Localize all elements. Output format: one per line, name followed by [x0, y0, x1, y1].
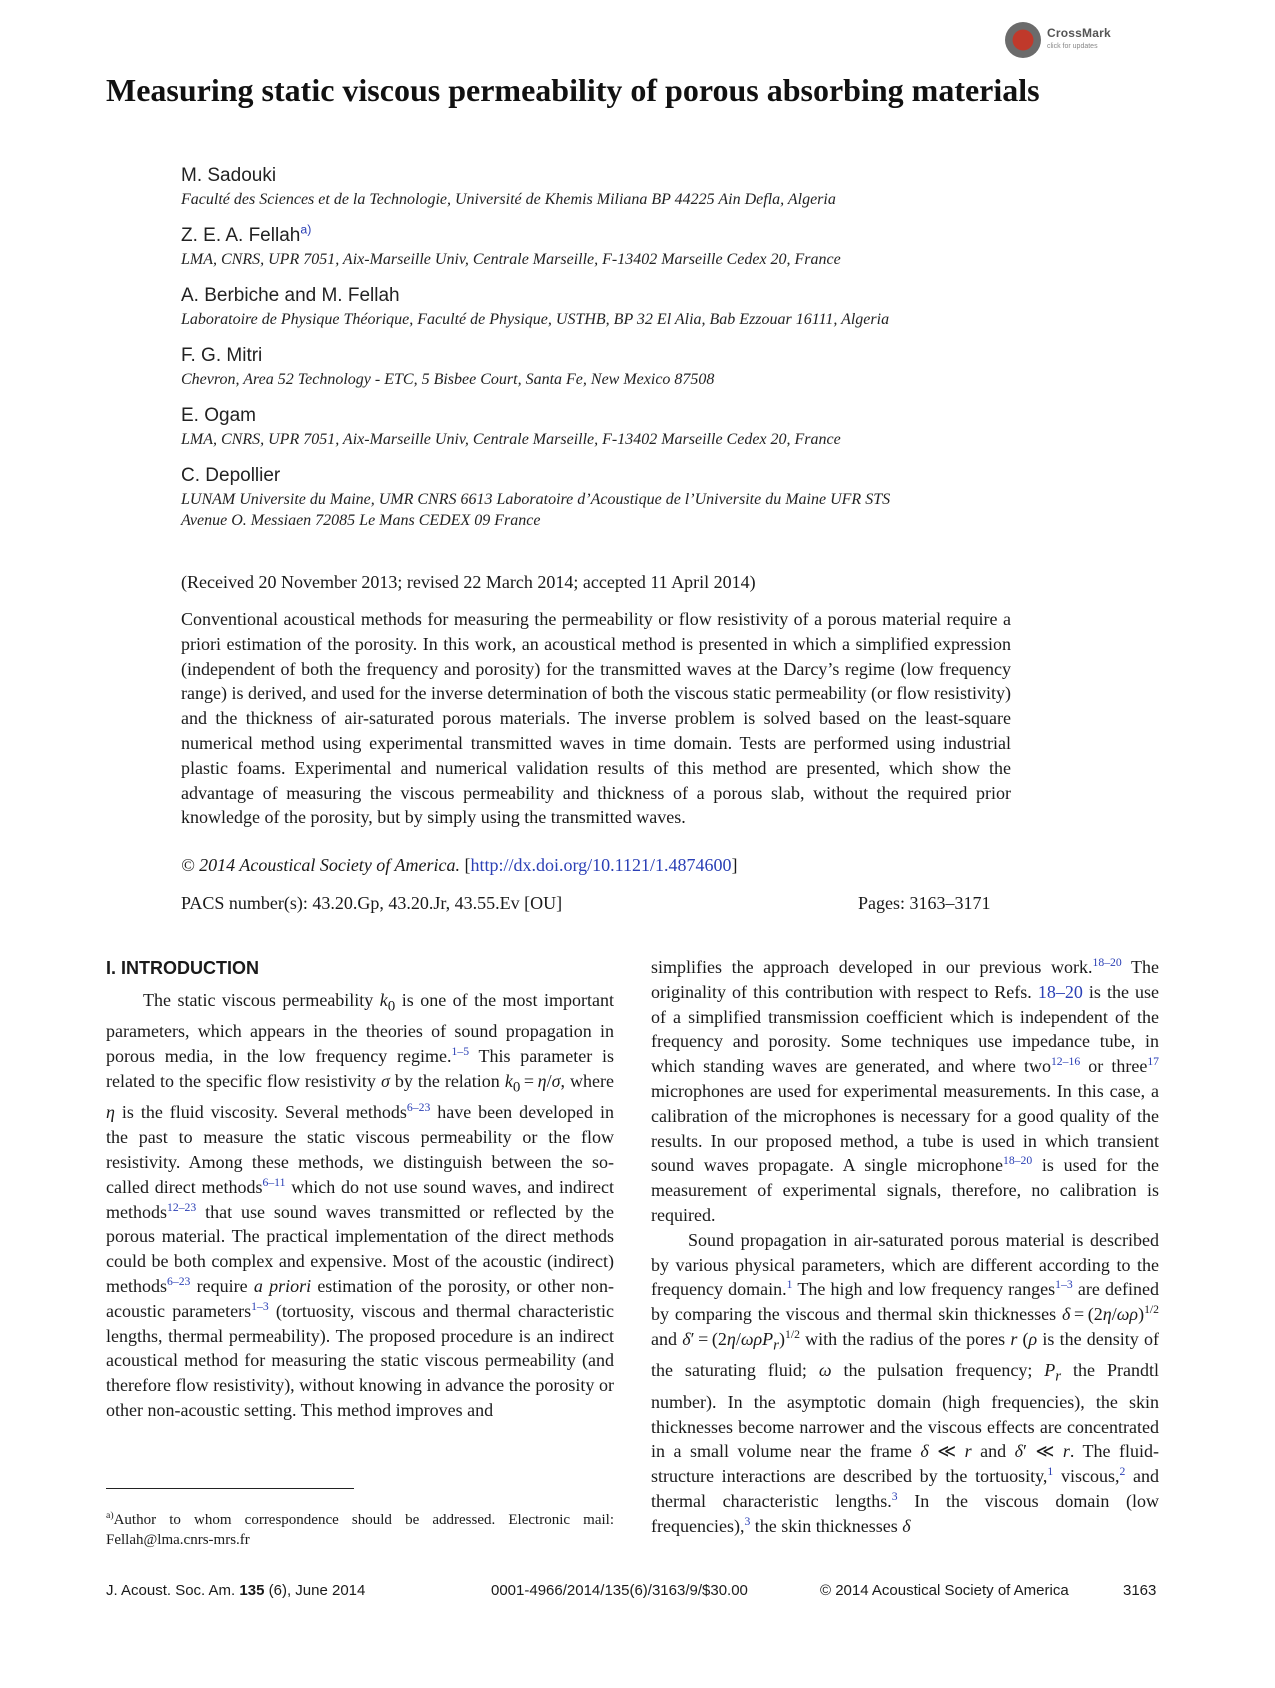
author-name: Z. E. A. Fellah$^{a)}$: [181, 222, 312, 246]
footnote-rule: [106, 1488, 354, 1489]
footer-society: © 2014 Acoustical Society of America: [820, 1582, 1069, 1599]
author-name: F. G. Mitri: [181, 345, 263, 366]
author-name: A. Berbiche and M. Fellah: [181, 285, 400, 306]
intro-column-left: The static viscous permeability $k_0$ is one of the most important parameters, which appears in the theories of sound propagation in porous media, in the low frequency regime.$^{1-5}$ This parameter is related to the specific flow resistivity σ by the relation $k_0 = \eta/\sigma$, where η is the fluid viscosity. Several methods$^{6-23}$ have been developed in the past to measure the static viscous permeability or the flow resistivity. Among these methods, we distinguish between the so-called direct methods$^{6-11}$ which do not use sound waves, and indirect methods$^{12-23}$ that use sound waves transmitted or reflected by the porous material. The practical implementation of the direct methods could be both complex and expensive. Most of the acoustic (indirect) methods$^{6-23}$ require a priori estimation of the porosity, or other non-acoustic parameters$^{1-3}$ (tortuosity, viscous and thermal characteristic lengths, thermal permeability). The proposed procedure is an indirect acoustical method for measuring the static viscous permeability (and therefore flow resistivity), without knowing in advance the porosity or other non-acoustic setting. This method improves and: [106, 990, 615, 1420]
copyright-line: © 2014 Acoustical Society of America. [http://dx.doi.org/10.1121/1.4874600]: [181, 855, 738, 875]
paper-title: Measuring static viscous permeability of porous absorbing materials: [106, 72, 1040, 108]
author-affiliation: Laboratoire de Physique Théorique, Faculté de Physique, USTHB, BP 32 El Alia, Bab Ezzouar 16111, Algeria: [181, 311, 890, 328]
intro-column-right: simplifies the approach developed in our previous work.$^{18-20}$ The originality of this contribution with respect to Refs. 18–20 is the use of a simplified transmission coefficient which is independent of the frequency and porosity. Some techniques use impedance tube, in which standing waves are generated, and where two$^{12-16}$ or three$^{17}$ microphones are used for experimental measurements. In this case, a calibration of the microphones is necessary for a good quality of the results. In our proposed method, a tube is used in which transient sound waves propagate. A single microphone$^{18-20}$ is used for the measurement of experimental signals, therefore, no calibration is required. Sound propagation in air-saturated porous material is described by various physical parameters, which are different according to the frequency domain.$^1$ The high and low frequency ranges$^{1-3}$ are defined by comparing the viscous and thermal skin thicknesses $\delta = (2\eta/\omega\rho)^{1/2}$ and $\delta' = (2\eta/\omega\rho P_r)^{1/2}$ with the radius of the pores r (ρ is the density of the saturating fluid; ω the pulsation frequency; $P_r$ the Prandtl number). In the asymptotic domain (high frequencies), the skin thicknesses become narrower and the viscous effects are concentrated in a small volume near the frame δ ≪ r and δ′ ≪ r. The fluid-structure interactions are described by the tortuosity,$^1$ viscous,$^2$ and thermal characteristic lengths.$^3$ In the viscous domain (low frequencies),$^3$ the skin thicknesses δ: [651, 956, 1160, 1536]
author-affiliation: LMA, CNRS, UPR 7051, Aix-Marseille Univ, Centrale Marseille, F-13402 Marseille Cedex 20, France: [181, 251, 841, 268]
page-range: Pages: 3163–3171: [858, 893, 991, 913]
crossmark-icon: [1005, 22, 1041, 58]
author-name: M. Sadouki: [181, 165, 277, 186]
footnote-mark: a): [106, 1510, 114, 1521]
author-affiliation: Faculté des Sciences et de la Technologie, Université de Khemis Miliana BP 44225 Ain Defla, Algeria: [181, 191, 836, 208]
copyright: © 2014 Acoustical Society of America.: [181, 855, 460, 875]
abstract-text: Conventional acoustical methods for measuring the permeability or flow resistivity of a porous material require a priori estimation of the porosity. In this work, an acoustical method is presented in which a simplified expression (independent of both the frequency and porosity) for the transmitted waves at the Darcy’s regime (low frequency range) is derived, and used for the inverse determination of both the viscous static permeability (or flow resistivity) and the thickness of air-saturated porous materials. The inverse problem is solved based on the least-square numerical method using experimental transmitted waves in time domain. Tests are performed using industrial plastic foams. Experimental and numerical validation results of this method are presented, which show the advantage of measuring the viscous permeability and thickness of a porous slab, without the required prior knowledge of the porosity, but by simply using the transmitted waves.: [181, 609, 1011, 828]
doi-link[interactable]: http://dx.doi.org/10.1121/1.4874600: [470, 855, 732, 875]
author-affiliation: Chevron, Area 52 Technology - ETC, 5 Bisbee Court, Santa Fe, New Mexico 87508: [181, 371, 715, 388]
author-name: C. Depollier: [181, 465, 281, 486]
footnote-text: Author to whom correspondence should be addressed. Electronic mail: Fellah@lma.cnrs-mrs.fr: [106, 1512, 614, 1548]
author-affiliation: LMA, CNRS, UPR 7051, Aix-Marseille Univ, Centrale Marseille, F-13402 Marseille Cedex 20, France: [181, 431, 841, 448]
abstract: [181, 607, 1011, 830]
crossmark-label: CrossMark: [1047, 26, 1111, 40]
author-footnote-mark[interactable]: a): [300, 222, 312, 237]
footer-code: 0001-4966/2014/135(6)/3163/9/$30.00: [491, 1582, 748, 1599]
author-affiliation: LUNAM Universite du Maine, UMR CNRS 6613 Laboratoire d’Acoustique de l’Universite du Maine UFR STS: [181, 491, 891, 508]
footnote: [106, 1510, 614, 1550]
crossmark-badge[interactable]: [1005, 22, 1125, 62]
pacs-numbers: PACS number(s): 43.20.Gp, 43.20.Jr, 43.55.Ev [OU]: [181, 893, 563, 913]
section-heading: I. INTRODUCTION: [106, 958, 259, 978]
footer-page-number: 3163: [1123, 1582, 1157, 1599]
received-dates: (Received 20 November 2013; revised 22 March 2014; accepted 11 April 2014): [181, 572, 756, 592]
author-name: E. Ogam: [181, 405, 256, 426]
author-affiliation: Avenue O. Messiaen 72085 Le Mans CEDEX 09 France: [181, 512, 541, 529]
footer-journal: J. Acoust. Soc. Am. 135 (6), June 2014: [106, 1582, 366, 1599]
crossmark-sub: click for updates: [1047, 43, 1098, 50]
